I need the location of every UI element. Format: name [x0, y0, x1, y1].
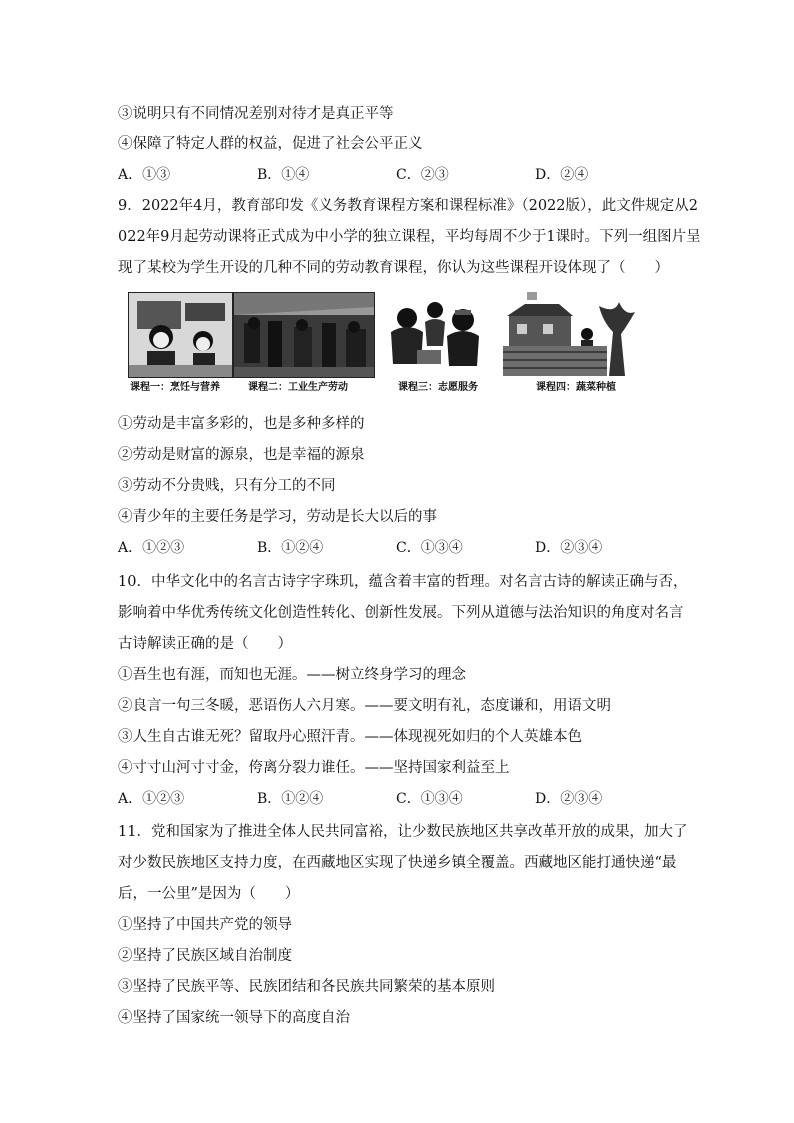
q11-statement-4: ④坚持了国家统一领导下的高度自治	[118, 1010, 350, 1026]
q10-statement-4: ④寸寸山河寸寸金，侉离分裂力谁任。——坚持国家利益至上	[118, 760, 510, 776]
q10-statement-3: ③人生自古谁无死？留取丹心照汗青。——体现视死如归的个人英雄本色	[118, 729, 582, 745]
course-3-caption: 课程三：志愿服务	[398, 382, 478, 393]
q11-stem-line-1: 11．党和国家为了推进全体人民共同富裕，让少数民族地区共享改革开放的成果，加大了	[118, 824, 688, 840]
q11-statement-2: ②坚持了民族区域自治制度	[118, 948, 292, 964]
course-4-planting-image	[503, 292, 641, 376]
q8-option-a: A．①③	[118, 167, 171, 183]
q9-option-a: A．①②③	[118, 540, 185, 556]
q10-option-a: A．①②③	[118, 791, 185, 807]
q9-statement-3: ③劳动不分贵贱，只有分工的不同	[118, 478, 336, 494]
q10-stem-line-3: 古诗解读正确的是（ ）	[118, 636, 292, 652]
course-1-cooking-image	[128, 292, 233, 378]
q10-option-d: D．②③④	[535, 791, 603, 807]
q10-stem-line-2: 影响着中华优秀传统文化创造性转化、创新性发展。下列从道德与法治知识的角度对名言	[118, 605, 684, 621]
q8-option-c: C．②③	[396, 167, 449, 183]
q8-option-d: D．②④	[535, 167, 589, 183]
q10-option-b: B．①②④	[257, 791, 324, 807]
q11-stem-line-3: 后，一公里”是因为（ ）	[118, 886, 300, 902]
course-3-volunteer-image	[377, 292, 497, 376]
q9-statement-2: ②劳动是财富的源泉，也是幸福的源泉	[118, 447, 365, 463]
course-2-industrial-image	[233, 292, 375, 378]
q11-stem-line-2: 对少数民族地区支持力度，在西藏地区实现了快递乡镇全覆盖。西藏地区能打通快递“最	[118, 855, 677, 871]
q11-statement-3: ③坚持了民族平等、民族团结和各民族共同繁荣的基本原则	[118, 979, 495, 995]
q8-options	[118, 165, 678, 185]
q9-course-images	[128, 292, 640, 398]
course-1-caption: 课程一：烹饪与营养	[130, 382, 220, 393]
q9-statement-4: ④青少年的主要任务是学习，劳动是长大以后的事	[118, 509, 437, 525]
q9-option-d: D．②③④	[535, 540, 603, 556]
q9-stem-line-1: 9．2022年4月，教育部印发《义务教育课程方案和课程标准》（2022版），此文件规定从2	[118, 198, 698, 214]
q9-stem-line-2: 022年9月起劳动课将正式成为中小学的独立课程，平均每周不少于1课时。下列一组图片呈	[118, 229, 701, 245]
q8-statement-4: ④保障了特定人群的权益，促进了社会公平正义	[118, 136, 423, 152]
q9-option-b: B．①②④	[257, 540, 324, 556]
q8-option-b: B．①④	[257, 167, 310, 183]
q10-options	[118, 789, 678, 809]
q10-option-c: C．①③④	[396, 791, 463, 807]
course-2-caption: 课程二：工业生产劳动	[248, 382, 348, 393]
course-4-caption: 课程四：蔬菜种植	[536, 382, 616, 393]
q9-statement-1: ①劳动是丰富多彩的，也是多种多样的	[118, 416, 365, 432]
q10-stem-line-1: 10．中华文化中的名言古诗字字珠玑，蕴含着丰富的哲理。对名言古诗的解读正确与否，	[118, 574, 688, 590]
q10-statement-1: ①吾生也有涯，而知也无涯。——树立终身学习的理念	[118, 667, 466, 683]
q8-statement-3: ③说明只有不同情况差别对待才是真正平等	[118, 106, 394, 122]
q11-statement-1: ①坚持了中国共产党的领导	[118, 917, 292, 933]
q9-option-c: C．①③④	[396, 540, 463, 556]
q10-statement-2: ②良言一句三冬暖，恶语伤人六月寒。——要文明有礼，态度谦和，用语文明	[118, 698, 611, 714]
q9-stem-line-3: 现了某校为学生开设的几种不同的劳动教育课程，你认为这些课程开设体现了（ ）	[118, 260, 669, 276]
q9-options	[118, 538, 678, 558]
